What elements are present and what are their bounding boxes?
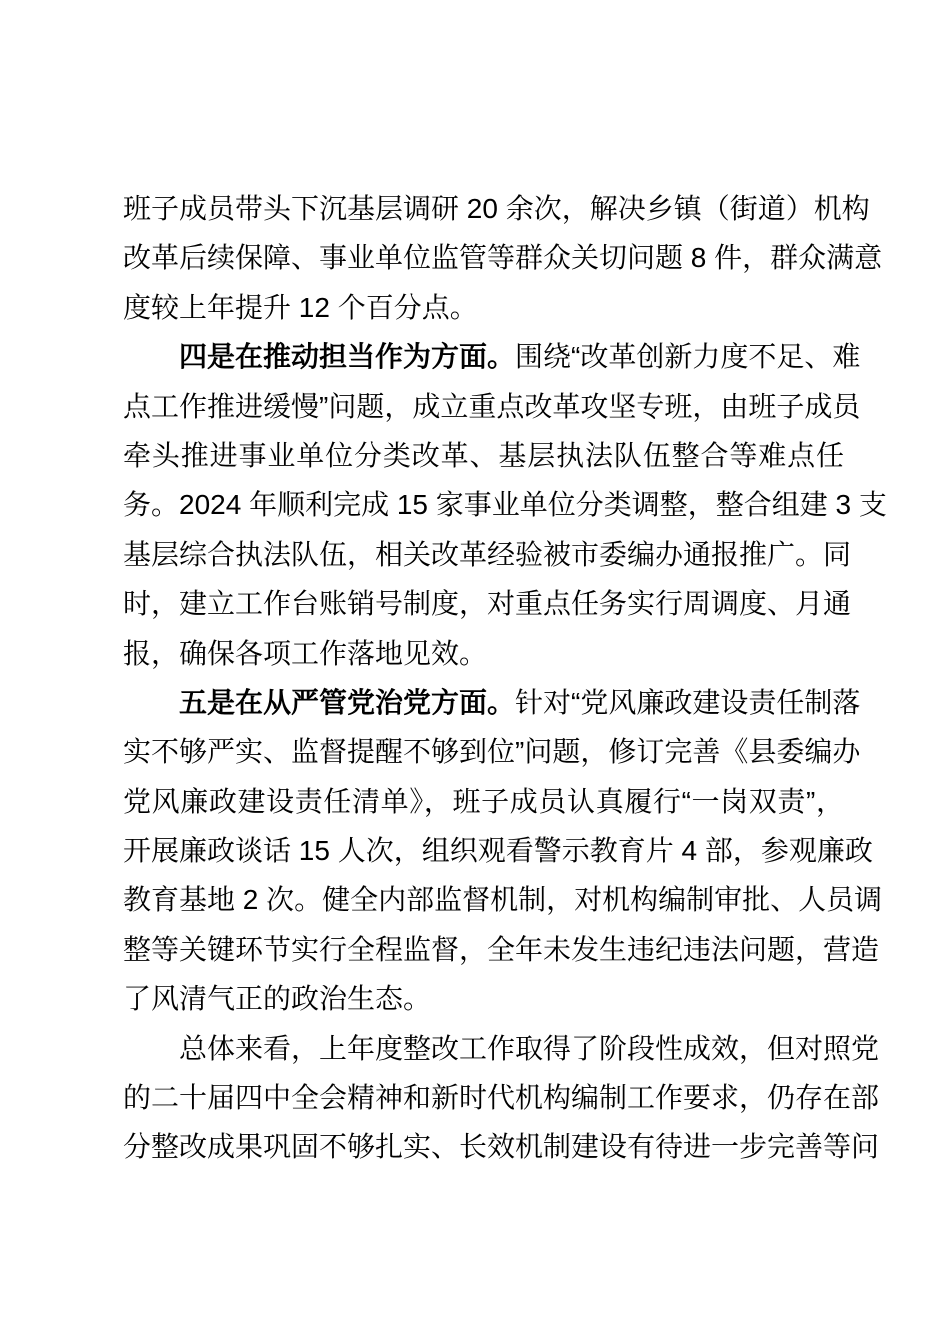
text-line (123, 777, 844, 826)
text-line (123, 875, 883, 924)
text-line (123, 678, 861, 727)
body-text: 点工作推进缓慢”问题，成立重点改革攻坚专班，由班子成员 (123, 390, 861, 422)
body-text: 时，建立工作台账销号制度，对重点任务实行周调度、月通 (123, 588, 852, 620)
text-line (123, 530, 852, 579)
body-text: 务。2024 年顺利完成 15 家事业单位分类调整，整合组建 3 支 (123, 489, 887, 521)
text-line (123, 184, 870, 233)
body-text: 教育基地 2 次。健全内部监督机制，对机构编制审批、人员调 (123, 884, 883, 916)
body-text: 度较上年提升 12 个百分点。 (123, 291, 478, 323)
text-line (123, 974, 844, 1023)
paragraph (123, 332, 887, 678)
bold-lead-text: 五是在从严管党治党方面。 (179, 686, 516, 718)
body-text: 改革后续保障、事业单位监管等群众关切问题 8 件，群众满意 (123, 242, 883, 274)
paragraph (123, 1024, 880, 1172)
text-line (123, 332, 861, 381)
bold-lead-text: 四是在推动担当作为方面。 (179, 341, 516, 373)
paragraph (123, 678, 883, 1024)
body-text: 针对“党风廉政建设责任制落 (515, 686, 861, 718)
text-line (123, 283, 844, 332)
body-text: 总体来看，上年度整改工作取得了阶段性成效，但对照党 (179, 1032, 880, 1064)
text-line (123, 480, 887, 529)
body-text: 实不够严实、监督提醒不够到位”问题，修订完善《县委编办 (123, 736, 861, 768)
text-line (123, 727, 861, 776)
body-text: 党风廉政建设责任清单》，班子成员认真履行“一岗双责”， (123, 785, 844, 817)
text-line (123, 382, 861, 431)
body-text: 围绕“改革创新力度不足、难 (515, 341, 861, 373)
text-line (123, 431, 844, 480)
text-line (123, 1122, 880, 1171)
text-line (123, 826, 873, 875)
body-text: 班子成员带头下沉基层调研 20 余次，解决乡镇（街道）机构 (123, 193, 870, 224)
body-text: 的二十届四中全会精神和新时代机构编制工作要求，仍存在部 (123, 1082, 880, 1114)
text-line (123, 629, 844, 678)
body-text: 开展廉政谈话 15 人次，组织观看警示教育片 4 部，参观廉政 (123, 835, 873, 867)
text-line (123, 579, 852, 628)
paragraph (123, 184, 883, 332)
body-text: 基层综合执法队伍，相关改革经验被市委编办通报推广。同 (123, 538, 852, 570)
text-line (123, 925, 880, 974)
body-text: 报，确保各项工作落地见效。 (123, 637, 488, 669)
body-text: 了风清气正的政治生态。 (123, 983, 432, 1015)
body-text: 牵头推进事业单位分类改革、基层执法队伍整合等难点任 (123, 439, 844, 471)
text-block (123, 184, 887, 1172)
body-text: 分整改成果巩固不够扎实、长效机制建设有待进一步完善等问 (123, 1131, 880, 1163)
text-line (123, 1024, 880, 1073)
body-text: 整等关键环节实行全程监督，全年未发生违纪违法问题，营造 (123, 933, 880, 965)
text-line (123, 233, 883, 282)
text-line (123, 1073, 880, 1122)
